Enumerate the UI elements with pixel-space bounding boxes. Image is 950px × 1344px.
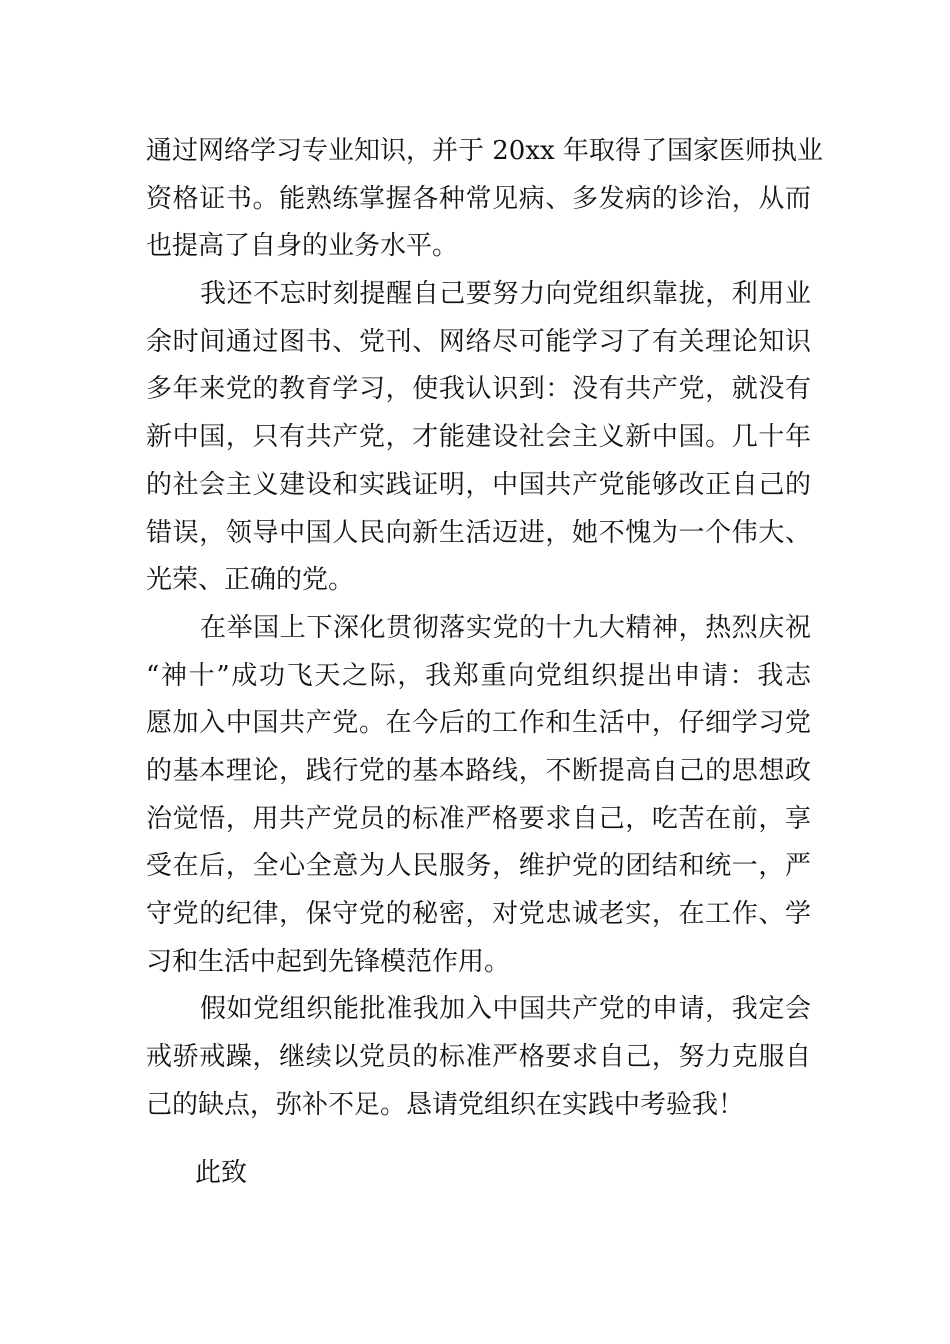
text-line: 余时间通过图书、党刊、网络尽可能学习了有关理论知识: [146, 326, 811, 357]
text-line: 新中国，只有共产党，才能建设社会主义新中国。几十年: [146, 422, 811, 453]
text-line: 戒骄戒躁，继续以党员的标准严格要求自己，努力克服自: [146, 1042, 811, 1073]
text-line: 错误，领导中国人民向新生活迈进，她不愧为一个伟大、: [146, 517, 811, 548]
text-line: “神十”成功飞天之际，我郑重向党组织提出申请：我志: [146, 660, 811, 691]
paragraph-3: [146, 605, 811, 987]
text-line: 己的缺点，弥补不足。恳请党组织在实践中考验我！: [146, 1089, 745, 1120]
text-line: 愿加入中国共产党。在今后的工作和生活中，仔细学习党: [146, 708, 811, 739]
paragraph-2: [146, 271, 811, 605]
closing-salutation: 此致: [195, 1158, 248, 1188]
letter-body: [146, 128, 823, 1129]
text-line: 的基本理论，践行党的基本路线，不断提高自己的思想政: [146, 755, 811, 786]
text-line: 治觉悟，用共产党员的标准严格要求自己，吃苦在前，享: [146, 803, 811, 834]
text-line: 守党的纪律，保守党的秘密，对党忠诚老实，在工作、学: [146, 899, 811, 929]
text-line: 的社会主义建设和实践证明，中国共产党能够改正自己的: [146, 469, 811, 500]
text-line: 资格证书。能熟练掌握各种常见病、多发病的诊治，从而: [146, 183, 811, 214]
text-line: 也提高了自身的业务水平。: [146, 231, 459, 262]
text-line: 假如党组织能批准我加入中国共产党的申请，我定会: [200, 994, 811, 1025]
paragraph-4: [146, 986, 811, 1129]
text-line: 通过网络学习专业知识，并于 20xx 年取得了国家医师执业: [146, 136, 823, 166]
text-line: 我还不忘时刻提醒自己要努力向党组织靠拢，利用业: [200, 279, 811, 310]
text-line: 多年来党的教育学习，使我认识到：没有共产党，就没有: [146, 374, 811, 405]
text-line: 习和生活中起到先锋模范作用。: [146, 946, 511, 977]
text-line: 在举国上下深化贯彻落实党的十九大精神，热烈庆祝: [200, 612, 811, 643]
text-line: 受在后，全心全意为人民服务，维护党的团结和统一，严: [146, 851, 811, 882]
text-line: 光荣、正确的党。: [146, 565, 355, 596]
paragraph-1: [146, 128, 823, 271]
